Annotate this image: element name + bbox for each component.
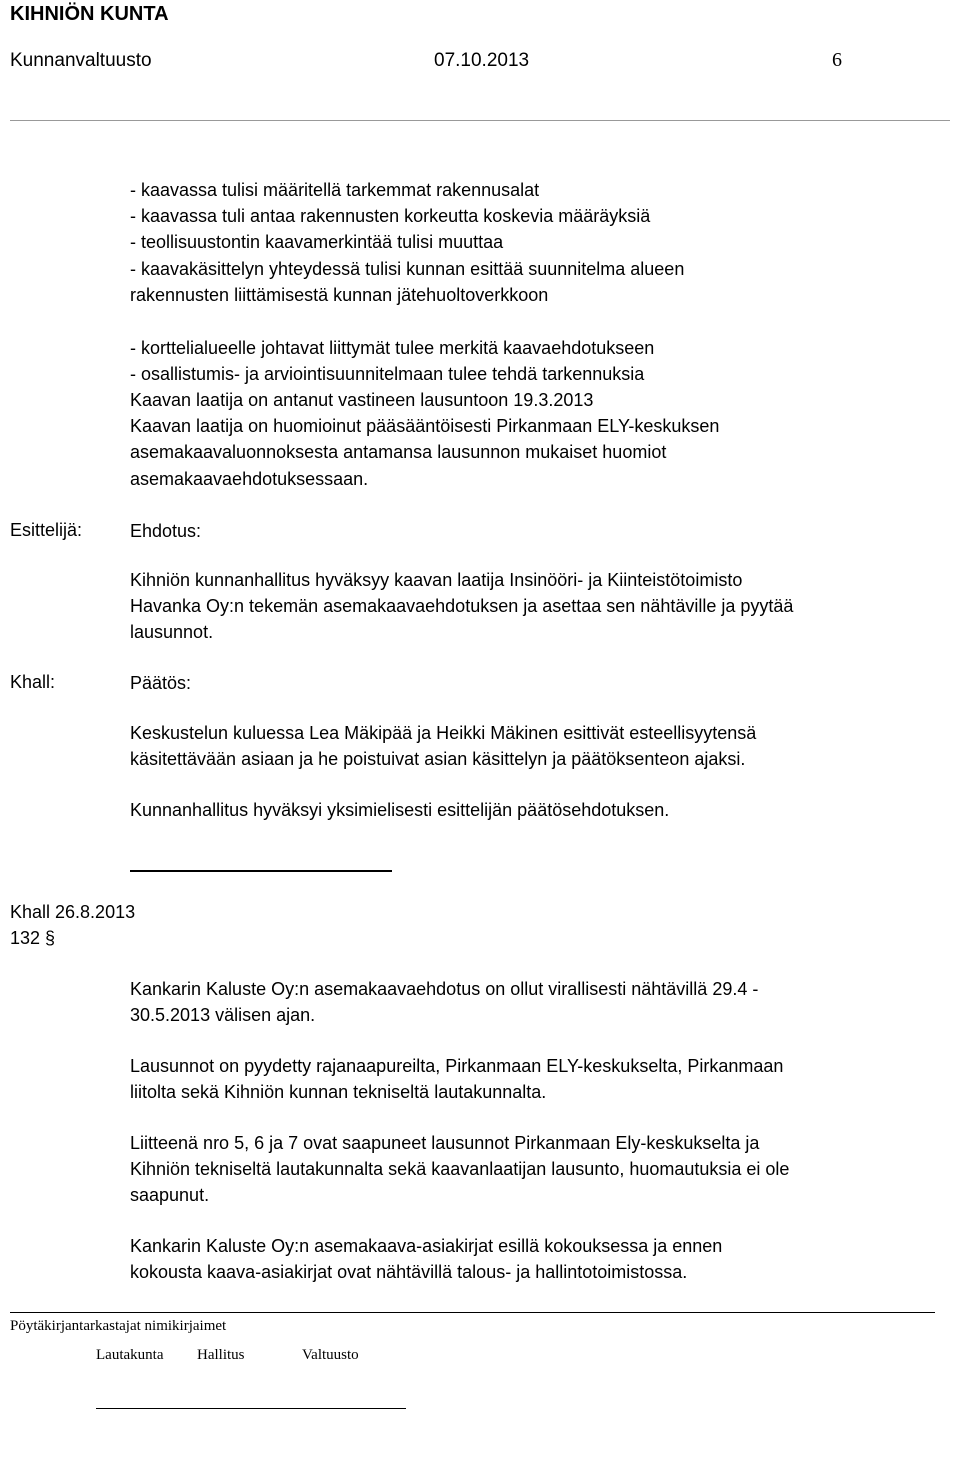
para4-line-1: Kankarin Kaluste Oy:n asemakaava-asiakirjat esillä kokouksessa ja ennen	[130, 1236, 723, 1256]
list2-line-4: Kaavan laatija on huomioinut pääsääntöisesti Pirkanmaan ELY-keskuksen	[130, 416, 720, 436]
org-name: KIHNIÖN KUNTA	[10, 3, 169, 25]
ehdotus-line-1: Kihniön kunnanhallitus hyväksyy kaavan laatija Insinööri- ja Kiinteistötoimisto	[130, 570, 743, 590]
list2-line-5: asemakaavaluonnoksesta antamansa lausunnon mukaiset huomiot	[130, 442, 667, 462]
list2-line-1: - korttelialueelle johtavat liittymät tulee merkitä kaavaehdotukseen	[130, 338, 655, 358]
list1-line-4: - kaavakäsittelyn yhteydessä tulisi kunnan esittää suunnitelma alueen	[130, 259, 685, 279]
list1-line-1: - kaavassa tulisi määritellä tarkemmat rakennusalat	[130, 180, 540, 200]
list2-line-6: asemakaavaehdotuksessaan.	[130, 469, 369, 489]
para3-line-2: Kihniön tekniseltä lautakunnalta sekä kaavanlaatijan lausunto, huomautuksia ei ole	[130, 1159, 790, 1179]
ehdotus-heading: Ehdotus:	[130, 521, 202, 541]
meeting-date: 07.10.2013	[434, 50, 530, 71]
ehdotus-line-3: lausunnot.	[130, 622, 214, 642]
para1-line-2: 30.5.2013 välisen ajan.	[130, 1005, 316, 1025]
list1-line-5: rakennusten liittämisestä kunnan jätehuoltoverkkoon	[130, 285, 549, 305]
para4-line-2: kokousta kaava-asiakirjat ovat nähtävillä talous- ja hallintotoimistossa.	[130, 1262, 688, 1282]
para3-line-1: Liitteenä nro 5, 6 ja 7 ovat saapuneet lausunnot Pirkanmaan Ely-keskukselta ja	[130, 1133, 760, 1153]
footer-title: Pöytäkirjantarkastajat nimikirjaimet	[10, 1318, 227, 1334]
paatos-decision: Kunnanhallitus hyväksyi yksimielisesti esittelijän päätösehdotuksen.	[130, 800, 670, 820]
section-divider	[130, 870, 392, 872]
header-divider	[10, 120, 950, 121]
footer-top-rule	[10, 1312, 935, 1313]
list1-line-3: - teollisuustontin kaavamerkintää tulisi muuttaa	[130, 232, 504, 252]
list2-line-2: - osallistumis- ja arviointisuunnitelmaan tulee tehdä tarkennuksia	[130, 364, 645, 384]
footer-signature-rule	[96, 1408, 406, 1409]
paatos-heading: Päätös:	[130, 673, 192, 693]
para2-line-1: Lausunnot on pyydetty rajanaapureilta, Pirkanmaan ELY-keskukselta, Pirkanmaan	[130, 1056, 784, 1076]
page-number: 6	[832, 49, 842, 71]
list2-line-3: Kaavan laatija on antanut vastineen lausuntoon 19.3.2013	[130, 390, 594, 410]
paatos-line-2: käsitettävään asiaan ja he poistuivat asian käsittelyn ja päätöksenteon ajaksi.	[130, 749, 746, 769]
footer-col-hallitus: Hallitus	[197, 1347, 245, 1363]
khall-label: Khall:	[10, 672, 56, 692]
khall-ref-date: Khall 26.8.2013	[10, 902, 136, 922]
esittelija-label: Esittelijä:	[10, 520, 83, 540]
section-number: 132 §	[10, 928, 56, 948]
para1-line-1: Kankarin Kaluste Oy:n asemakaavaehdotus on ollut virallisesti nähtävillä 29.4 -	[130, 979, 759, 999]
ehdotus-line-2: Havanka Oy:n tekemän asemakaavaehdotuksen ja asettaa sen nähtäville ja pyytää	[130, 596, 794, 616]
paatos-line-1: Keskustelun kuluessa Lea Mäkipää ja Heikki Mäkinen esittivät esteellisyytensä	[130, 723, 757, 743]
footer-col-lautakunta: Lautakunta	[96, 1347, 164, 1363]
footer-col-valtuusto: Valtuusto	[302, 1347, 359, 1363]
para3-line-3: saapunut.	[130, 1185, 210, 1205]
meeting-body: Kunnanvaltuusto	[10, 50, 152, 71]
para2-line-2: liitolta sekä Kihniön kunnan tekniseltä lautakunnalta.	[130, 1082, 547, 1102]
list1-line-2: - kaavassa tuli antaa rakennusten korkeutta koskevia määräyksiä	[130, 206, 651, 226]
